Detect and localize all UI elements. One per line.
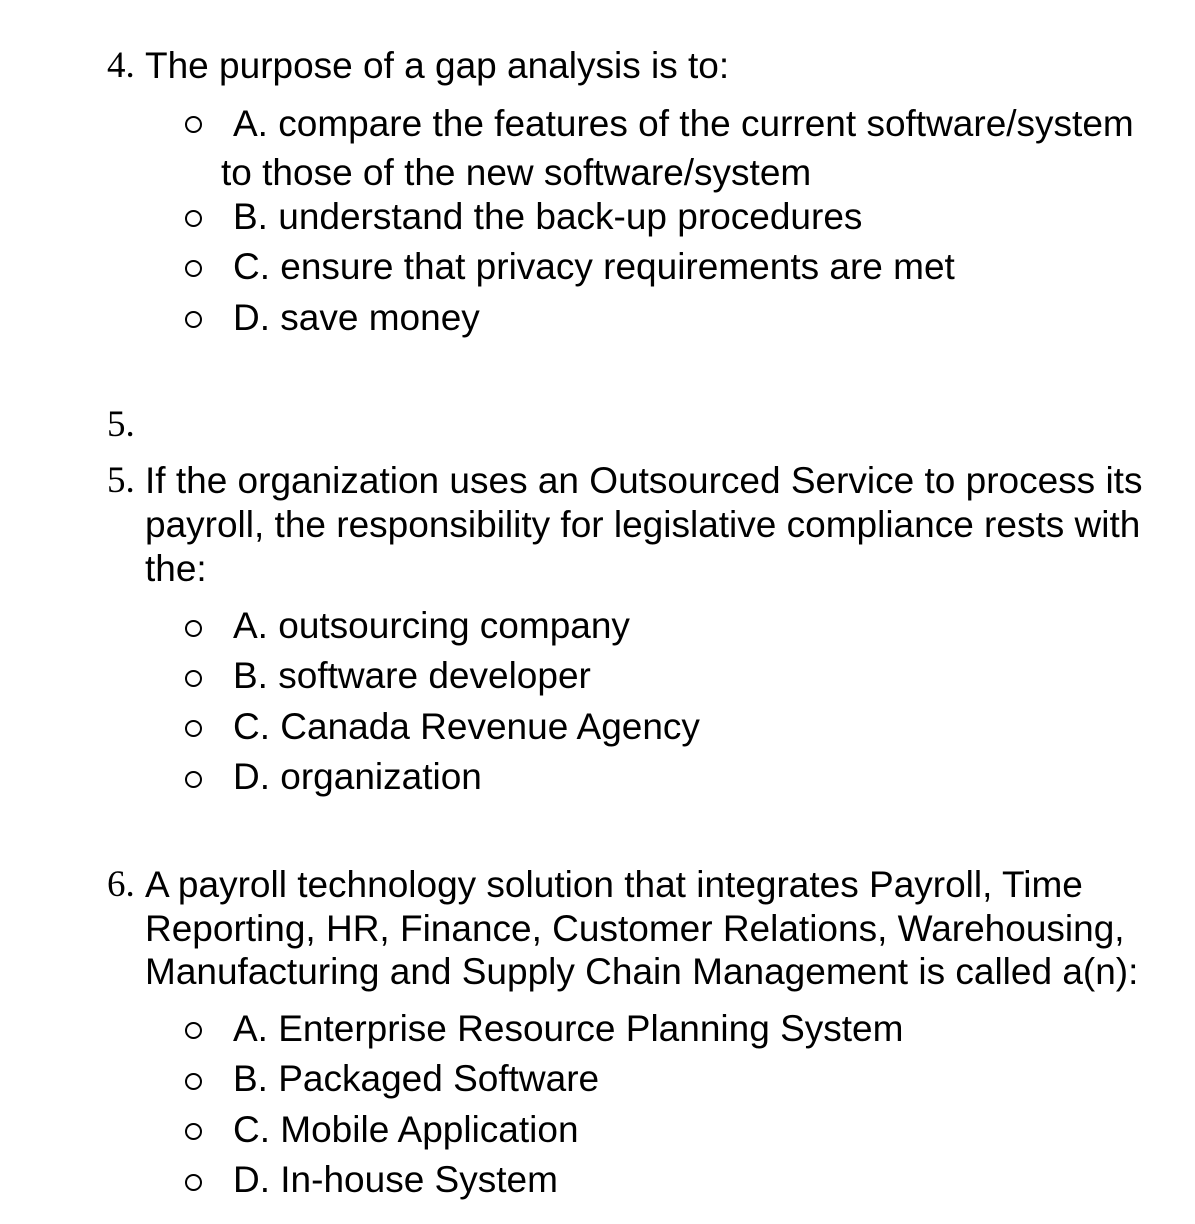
- question-number: 4.: [107, 45, 135, 86]
- radio-circle-icon[interactable]: [185, 771, 202, 788]
- radio-circle-icon[interactable]: [185, 670, 202, 687]
- answer-option-d[interactable]: D. In-house System: [233, 1159, 558, 1200]
- answer-option-b[interactable]: B. understand the back-up procedures: [233, 196, 863, 237]
- question-text-line: Manufacturing and Supply Chain Management is called a(n):: [145, 951, 1139, 992]
- empty-list-number: 5.: [107, 404, 135, 445]
- radio-circle-icon[interactable]: [185, 311, 202, 328]
- answer-option-a-continued[interactable]: to those of the new software/system: [221, 152, 812, 193]
- question-text-line: the:: [145, 548, 207, 589]
- radio-circle-icon[interactable]: [185, 116, 202, 133]
- question-text: The purpose of a gap analysis is to:: [145, 45, 730, 86]
- radio-circle-icon[interactable]: [185, 720, 202, 737]
- question-text-line: If the organization uses an Outsourced Service to process its: [145, 460, 1143, 501]
- answer-option-d[interactable]: D. save money: [233, 297, 480, 338]
- radio-circle-icon[interactable]: [185, 1174, 202, 1191]
- answer-option-a[interactable]: A. Enterprise Resource Planning System: [233, 1008, 904, 1049]
- answer-option-c[interactable]: C. ensure that privacy requirements are met: [233, 246, 955, 287]
- answer-option-a[interactable]: A. compare the features of the current software/system: [233, 103, 1134, 144]
- answer-option-c[interactable]: C. Canada Revenue Agency: [233, 706, 700, 747]
- question-number: 6.: [107, 864, 135, 905]
- radio-circle-icon[interactable]: [185, 1022, 202, 1039]
- answer-option-d[interactable]: D. organization: [233, 756, 482, 797]
- question-text-line: payroll, the responsibility for legislative compliance rests with: [145, 504, 1141, 545]
- question-number: 5.: [107, 460, 135, 501]
- radio-circle-icon[interactable]: [185, 210, 202, 227]
- radio-circle-icon[interactable]: [185, 620, 202, 637]
- question-text-line: A payroll technology solution that integrates Payroll, Time: [145, 864, 1083, 905]
- question-text-line: Reporting, HR, Finance, Customer Relations, Warehousing,: [145, 908, 1125, 949]
- answer-option-b[interactable]: B. software developer: [233, 655, 591, 696]
- answer-option-a[interactable]: A. outsourcing company: [233, 605, 630, 646]
- radio-circle-icon[interactable]: [185, 260, 202, 277]
- radio-circle-icon[interactable]: [185, 1073, 202, 1090]
- answer-option-c[interactable]: C. Mobile Application: [233, 1109, 579, 1150]
- answer-option-b[interactable]: B. Packaged Software: [233, 1058, 600, 1099]
- radio-circle-icon[interactable]: [185, 1123, 202, 1140]
